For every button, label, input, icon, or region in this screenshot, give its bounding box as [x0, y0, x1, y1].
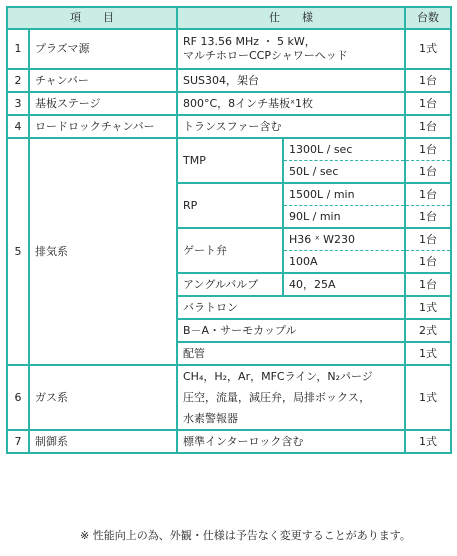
gate-valve-qty: 1台 — [405, 228, 451, 251]
angle-valve-label: アングルバルブ — [177, 273, 283, 296]
spec-line: マルチホローCCPシャワーヘッド — [183, 49, 348, 62]
row-spec — [177, 29, 405, 69]
rp-qty: 1台 — [405, 183, 451, 206]
baratron-qty: 1式 — [405, 296, 451, 319]
row-item: プラズマ源 — [29, 29, 177, 69]
gate-valve-value: H36 ˣ W230 — [283, 228, 405, 251]
row-qty: 1台 — [405, 115, 451, 138]
row-qty: 1台 — [405, 69, 451, 92]
tmp-qty: 1台 — [405, 138, 451, 161]
angle-valve-value: 40，25A — [283, 273, 405, 296]
tmp-value: 50L / sec — [283, 161, 405, 184]
gas-spec-line: 圧空，流量，減圧弁，局排ボックス， — [177, 387, 405, 408]
gate-valve-label: ゲート弁 — [177, 228, 283, 273]
baratron-label: バラトロン — [177, 296, 405, 319]
row-number: 4 — [7, 115, 29, 138]
table-row — [7, 69, 451, 92]
header-qty: 台数 — [405, 7, 451, 29]
row-spec: トランスファー含む — [177, 115, 405, 138]
table-header-row — [7, 7, 451, 29]
tmp-qty: 1台 — [405, 161, 451, 184]
rp-qty: 1台 — [405, 206, 451, 229]
row-qty: 1式 — [405, 430, 451, 453]
spec-line: RF 13.56 MHz ・ 5 kW， — [183, 35, 316, 48]
rp-value: 1500L / min — [283, 183, 405, 206]
rp-value: 90L / min — [283, 206, 405, 229]
table-row — [7, 365, 451, 387]
row-spec: 800°C，8インチ基板ˣ1枚 — [177, 92, 405, 115]
disclaimer-note: ※ 性能向上の為、外観・仕様は予告なく変更することがあります。 — [80, 529, 411, 542]
gate-valve-value: 100A — [283, 251, 405, 274]
gas-spec-line: 水素警報器 — [177, 408, 405, 430]
row-number: 3 — [7, 92, 29, 115]
row-item: ガス系 — [29, 365, 177, 430]
table-row — [7, 138, 451, 161]
rp-label: RP — [177, 183, 283, 228]
row-number: 7 — [7, 430, 29, 453]
row-item: 排気系 — [29, 138, 177, 365]
row-item: 制御系 — [29, 430, 177, 453]
table-row — [7, 29, 451, 69]
tmp-value: 1300L / sec — [283, 138, 405, 161]
header-item: 項 目 — [7, 7, 177, 29]
table-row — [7, 92, 451, 115]
row-number: 6 — [7, 365, 29, 430]
row-item: ロードロックチャンバー — [29, 115, 177, 138]
piping-label: 配管 — [177, 342, 405, 365]
row-number: 5 — [7, 138, 29, 365]
gate-valve-qty: 1台 — [405, 251, 451, 274]
row-qty: 1台 — [405, 92, 451, 115]
ba-thermocouple-qty: 2式 — [405, 319, 451, 342]
row-number: 2 — [7, 69, 29, 92]
row-qty: 1式 — [405, 365, 451, 430]
row-item: 基板ステージ — [29, 92, 177, 115]
row-qty: 1式 — [405, 29, 451, 69]
piping-qty: 1式 — [405, 342, 451, 365]
row-spec: 標準インターロック含む — [177, 430, 405, 453]
header-spec: 仕 様 — [177, 7, 405, 29]
table-row — [7, 430, 451, 453]
tmp-label: TMP — [177, 138, 283, 183]
gas-spec-line: CH₄，H₂，Ar，MFCライン，N₂パージ — [177, 365, 405, 387]
angle-valve-qty: 1台 — [405, 273, 451, 296]
table-row — [7, 115, 451, 138]
row-spec: SUS304，架台 — [177, 69, 405, 92]
ba-thermocouple-label: B－A・サーモカップル — [177, 319, 405, 342]
spec-table — [6, 6, 452, 454]
row-item: チャンバー — [29, 69, 177, 92]
row-number: 1 — [7, 29, 29, 69]
